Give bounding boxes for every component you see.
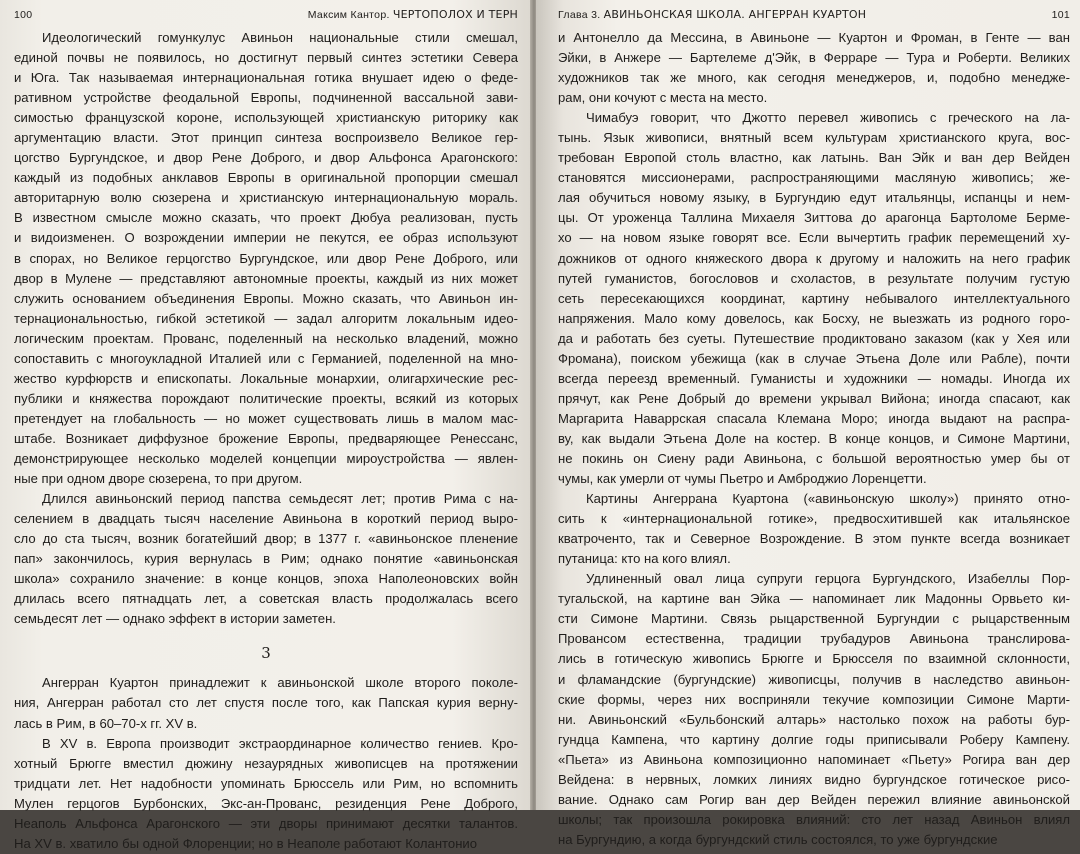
text-line: сло до ста тысяч, возник богатейший двор; в 1377 г. «авиньонское пленение [14,531,518,547]
text-line: тынь. Язык живописи, внятный всем культурам христианского круга, вос- [558,130,1070,146]
text-line: Удлиненный овал лица супруги герцога Бургундского, Изабеллы Пор- [586,571,1070,587]
text-line: на Бургундию, а когда бургундский стиль состоялся, то уже бургундские [558,831,998,847]
text-line: аргументацию власти. Этот принцип синтеза воспроизвело Великое гер- [14,130,518,146]
paragraph [558,569,1070,850]
text-line: претендует на глобальность — но может существовать лишь в малом мас- [14,410,518,426]
text-line: требован Европой столь властно, как латынь. Ван Эйк и ван дер Вейден [558,150,1070,166]
text-line: путей гуманистов, богословов и схоластов, в результате получим густую [558,270,1070,286]
text-line: Маргарита Наваррская спасала Клемана Моро; иногда выдают на распра- [558,410,1070,426]
text-line: ву, как выдали Этьена Доле на костер. В конце концов, и Симоне Мартини, [558,430,1070,446]
section-number: 3 [261,644,271,663]
text-line: тридцати лет. Нет надобности упоминать Брюссель или Рим, но вспомнить [14,775,518,791]
text-line: логическим проектам. Прованс, поделенный на несколько владений, можно [14,330,518,346]
text-line: хо — на новом языке говорят все. Если вычертить график перемещений ху- [558,230,1070,246]
text-line: ские формы, через них восприняли текучие композиции Симоне Марти- [558,691,1070,707]
text-line: школа» сохранило значение: в конце концов, эпоха Наполеоновских войн [14,571,518,587]
text-line: Провансом естественна, традиции трубадуров Авиньона транслирова- [558,631,1070,647]
text-line: авторитарную волю сюзерена и христианскую интернациональную мораль. [14,190,518,206]
text-line: Фромана), поиском убежища (как в случае Этьена Доле или Рабле), почти [558,350,1070,366]
text-line: длилась всего пятнадцать лет, а советская власть продолжалась всего [14,591,518,607]
text-line: «Пьета» из Авиньона композиционно напоминает «Пьету» Рогира ван дер [558,751,1070,767]
text-line: Вейдена: в нервных, ломких линиях видно бургундское готическое рисо- [558,771,1070,787]
text-line: сти Симоне Мартини. Связь рыцарственной Бургундии с рыцарственным [558,611,1070,627]
left-page [0,0,532,851]
text-line: служить основанием объединения Европы. Можно сказать, что Авиньон ин- [14,290,518,306]
text-line: путаница: кто на кого влиял. [558,551,731,567]
text-line: хотный Брюгге вместил дюжину незаурядных живописцев на протяжении [14,755,518,771]
text-line: Длился авиньонский период папства семьдесят лет; против Рима с на- [42,491,518,507]
paragraph [14,489,518,629]
text-line: сить к «интернациональной готике», предвосхитившей как итальянское [558,511,1070,527]
running-head-author: Максим Кантор. [307,9,390,21]
text-line: кватроченто, так и Северное Возрождение. В этом пункте всегда возникает [558,531,1070,547]
text-line: тернациональностью, гибкой эстетикой — задал алгоритм локальным идео- [14,310,518,326]
text-line: Ангерран Куартон принадлежит к авиньонской школе второго поколе- [42,675,518,691]
right-body-text [558,28,1070,850]
text-line: Идеологический гомункулус Авиньон национальные стили смешал, [42,30,518,45]
text-line: демонстрирующее несколько моделей концепции мироустройства — явлен- [14,450,518,466]
running-head-chapter: Глава 3. [558,9,601,21]
right-page [536,0,1080,847]
running-head-book-title: ЧЕРТОПОЛОХ И ТЕРН [392,8,518,21]
paragraph [14,28,518,489]
text-line: лась в Рим, в 60–70-х гг. XV в. [14,715,198,731]
running-head-chapter-title: АВИНЬОНСКАЯ ШКОЛА. АНГЕРРАН КУАРТОН [603,8,867,21]
text-line: ни. Авиньонский «Бульбонский алтарь» настолько похож на работы бур- [558,711,1070,727]
text-line: ния, Ангерран работал сто лет спустя после того, как Папская курия верну- [14,695,518,711]
text-line: и Антонелло да Мессина, в Авиньоне — Куартон и Фроман, в Генте — ван [558,30,1070,45]
text-line: штабе. Возникает диффузное брожение Европы, предваряющее Ренессанс, [14,430,518,446]
paragraph [14,673,518,733]
text-line: ные при одном дворе сюзерена, то при другом. [14,471,303,487]
text-line: симостью французской короне, использующей христианскую риторику как [14,110,518,126]
text-line: тугальской, на картине ван Эйка — напоминает лик Мадонны Орвьето ки- [558,591,1070,607]
text-line: Эйки, в Анжере — Бартелеме д'Эйк, в Ферраре — Тура и Роберти. Великих [558,50,1070,66]
text-line: в спорах, но Великое герцогство Бургундское, или двор Рене Доброго, или [14,250,518,266]
text-line: рам, они кочуют с места на место. [558,90,768,106]
text-line: лись в готическую живопись Брюгге и Брюсселя по взаимной склонности, [558,651,1070,667]
text-line: Неаполь Альфонса Арагонского — эти дворы принимают десятки талантов. [14,815,518,831]
text-line: На XV в. хватило бы одной Флоренции; но в Неаполе работают Колантонио [14,835,478,851]
text-line: двор в Мулене — представляют автономные проекты, каждый из них может [14,270,518,286]
text-line: лая обучиться новому языку, в Бургундию едут итальянцы, испанцы и нем- [558,190,1070,206]
text-line: не покинь он Сиену ради Авиньона, с большой вероятностью умер бы от [558,450,1070,466]
text-line: гундца Кампена, что картину долгие годы приписывали Роберу Кампену. [558,731,1070,747]
text-line: цогство Бургундское, и двор Рене Доброго, и двор Альфонса Арагонского: [14,150,518,166]
text-line: прячут, как Рене Добрый до времени укрывал Вийона; иногда спасают, как [558,390,1070,406]
text-line: публики и княжества порождают политические проекты, всякий из которых [14,390,518,406]
text-line: школы; так произошла рокировка влияний: сто лет назад Авиньон влиял [558,811,1070,827]
text-line: становятся миссионерами, распространяющими масляную живопись; же- [558,170,1070,186]
text-line: жество курфюрств и епископаты. Локальные монархии, олигархические рес- [14,370,518,386]
text-line: семьдесят лет — однако эффект в истории заметен. [14,611,336,627]
right-page-number: 101 [1051,9,1070,21]
text-line: всегда переезд временный. Гуманисты и художники — номады. Иногда их [558,370,1070,386]
paragraph [14,734,518,854]
paragraph [558,489,1070,569]
text-line: ративном устройстве феодальной Европы, подчиненной вассальной зави- [14,90,518,106]
text-line: вание. Однако сам Рогир ван дер Вейден пережил влияние авиньонской [558,791,1070,807]
text-line: Мулен герцогов Бурбонских, Экс-ан-Прованс, резиденция Рене Доброго, [14,795,518,811]
text-line: и фламандские (бургундские) живописцы, получив в наследство авиньон- [558,671,1070,687]
text-line: Картины Ангеррана Куартона («авиньонскую школу») принято отно- [586,491,1070,507]
text-line: и Юга. Так называемая интернациональная готика внушает идею о феде- [14,70,518,86]
text-line: и видоизменен. О возрождении империи не пекутся, ее образ используют [14,230,518,246]
text-line: каждый из подобных анклавов Европы в оригинальной пропорции смешал [14,170,518,186]
text-line: цы. От уроженца Таллина Михаеля Зиттова до арагонца Бартоломе Бермe- [558,210,1070,226]
paragraph [558,108,1070,489]
text-line: чумы, как умерли от чумы Пьетро и Амброджио Лоренцетти. [558,471,927,487]
left-body-text [14,28,518,854]
text-line: художников так же много, как сегодня менеджеров, и, подобно менедже- [558,70,1070,86]
paragraph [558,28,1070,108]
text-line: Чимабуэ говорит, что Джотто перевел живопись с греческого на ла- [586,110,1070,126]
left-page-number: 100 [14,9,33,21]
text-line: селением в двадцать тысяч население Авиньона в короткий период выро- [14,511,518,527]
left-running-head [14,8,518,28]
text-line: сопоставить с многоукладной Италией или с Германией, поделенной на мно- [14,350,518,366]
text-line: дожников от одного княжеского двора к другому и наложить на него график [558,250,1070,266]
right-running-head [558,8,1070,28]
text-line: единой почвы не появилось, но достигнут первый синтез эстетики Севера [14,50,518,66]
text-line: напряжения. Мало кому довелось, как Босху, не выезжать из родного горо- [558,310,1070,326]
text-line: да и работать без суеты. Путешествие продиктовано заказом (как у Хея или [558,330,1070,346]
text-line: пап» закончилось, курия вернулась в Рим; однако понятие «авиньонская [14,551,518,567]
text-line: В известном смысле можно сказать, что проект Дюбуа реализован, пусть [14,210,518,226]
text-line: сеть пересекающихся координат, картину небывалого интеллектуального [558,290,1070,306]
text-line: В XV в. Европа производит экстраординарное количество гениев. Кро- [42,735,518,751]
